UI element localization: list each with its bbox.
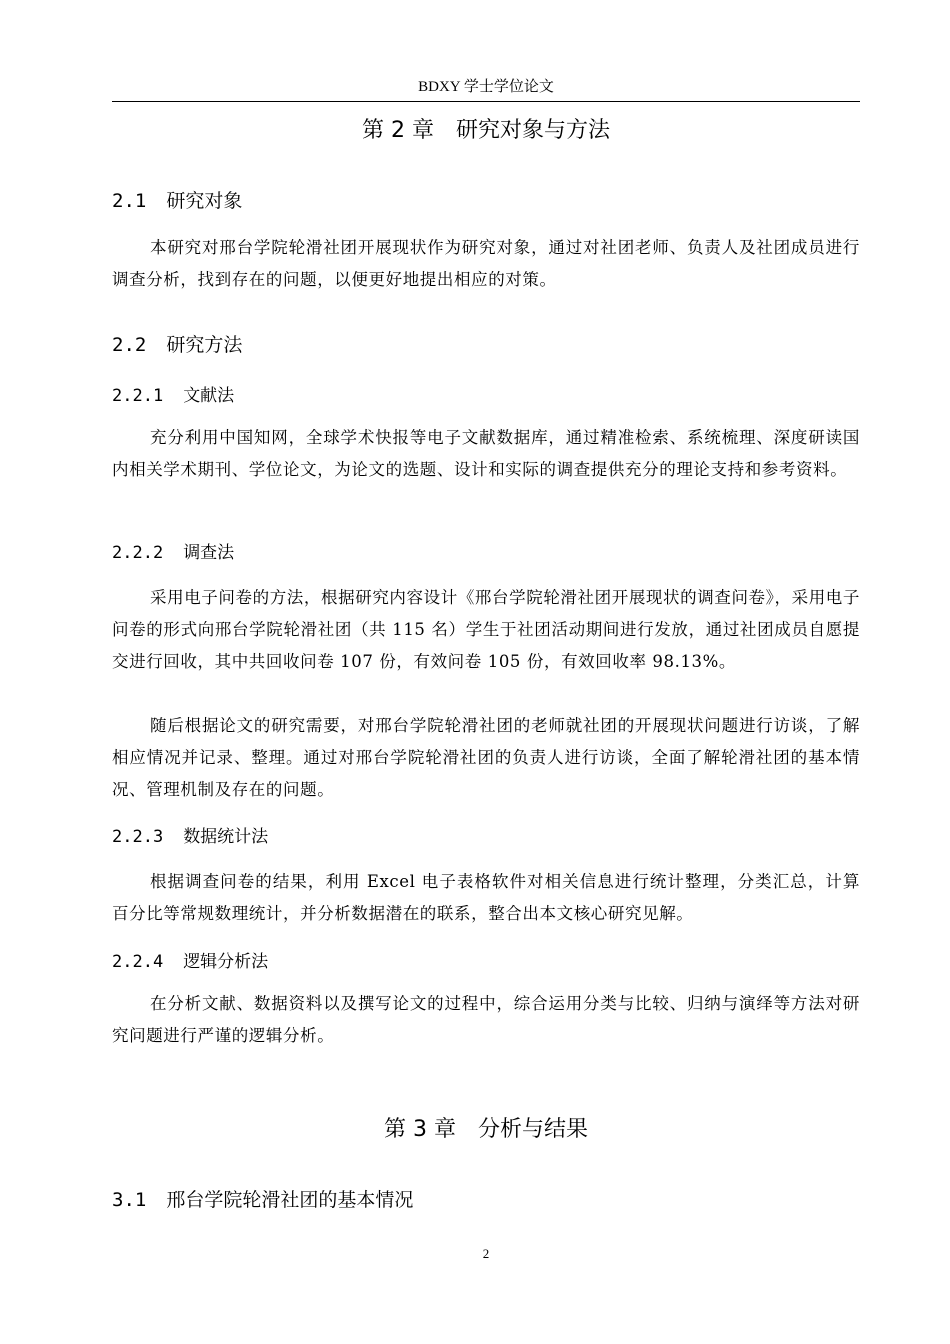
chapter-3-heading [112,1115,860,1145]
section-2-1-heading [112,187,242,215]
section-2-2-3-title: 数据统计法 [183,827,269,847]
section-2-2-3-paragraph: 根据调查问卷的结果，利用 Excel 电子表格软件对相关信息进行统计整理，分类汇总，计算百分比等常规数理统计，并分析数据潜在的联系，整合出本文核心研究见解。 [112,872,860,923]
section-2-2-3-heading [112,824,268,850]
section-2-2-4-heading [112,949,268,975]
section-2-2-1-title: 文献法 [183,386,235,406]
page-number: 2 [482,1246,490,1261]
chapter-3-number: 第 3 章 [384,1117,456,1142]
section-2-2-3-number: 2.2.3 [112,827,164,847]
section-2-2-4-number: 2.2.4 [112,952,164,972]
section-2-2-2-paragraph-1: 采用电子问卷的方法，根据研究内容设计《邢台学院轮滑社团开展现状的调查问卷》，采用电子问卷的形式向邢台学院轮滑社团（共 115 名）学生于社团活动期间进行发放，通过社团成员自愿提交进行回收，其中共回收问卷 107 份，有效问卷 105 份，有效回收率 98.13%。 [112,588,860,671]
chapter-3-title: 分析与结果 [477,1117,588,1142]
section-2-2-1-number: 2.2.1 [112,386,164,406]
chapter-2-number: 第 2 章 [362,118,434,143]
section-2-2-heading [112,331,242,359]
section-2-2-1-paragraph: 充分利用中国知网，全球学术快报等电子文献数据库，通过精准检索、系统梳理、深度研读国内相关学术期刊、学位论文，为论文的选题、设计和实际的调查提供充分的理论支持和参考资料。 [112,428,860,479]
section-2-2-1-heading [112,383,234,409]
section-2-2-4-paragraph: 在分析文献、数据资料以及撰写论文的过程中，综合运用分类与比较、归纳与演绎等方法对研究问题进行严谨的逻辑分析。 [112,994,860,1045]
header-divider [112,101,860,102]
section-2-2-4-title: 逻辑分析法 [183,952,269,972]
section-2-2-2-heading [112,540,234,566]
section-2-2-2-number: 2.2.2 [112,543,164,563]
running-header: BDXY 学士学位论文 [418,79,554,95]
section-2-1-title: 研究对象 [166,190,243,212]
section-3-1-heading [112,1186,413,1214]
section-3-1-title: 邢台学院轮滑社团的基本情况 [166,1189,414,1211]
section-3-1-number: 3.1 [112,1189,147,1211]
section-2-1-number: 2.1 [112,190,147,212]
chapter-2-heading [112,116,860,146]
section-2-2-2-paragraph-2: 随后根据论文的研究需要，对邢台学院轮滑社团的老师就社团的开展现状问题进行访谈，了解相应情况并记录、整理。通过对邢台学院轮滑社团的负责人进行访谈，全面了解轮滑社团的基本情况、管理机制及存在的问题。 [112,716,860,799]
section-2-2-2-title: 调查法 [183,543,235,563]
chapter-2-title: 研究对象与方法 [455,118,610,143]
section-2-2-title: 研究方法 [166,334,243,356]
section-2-2-number: 2.2 [112,334,147,356]
section-2-1-paragraph: 本研究对邢台学院轮滑社团开展现状作为研究对象，通过对社团老师、负责人及社团成员进行调查分析，找到存在的问题，以便更好地提出相应的对策。 [112,238,860,289]
